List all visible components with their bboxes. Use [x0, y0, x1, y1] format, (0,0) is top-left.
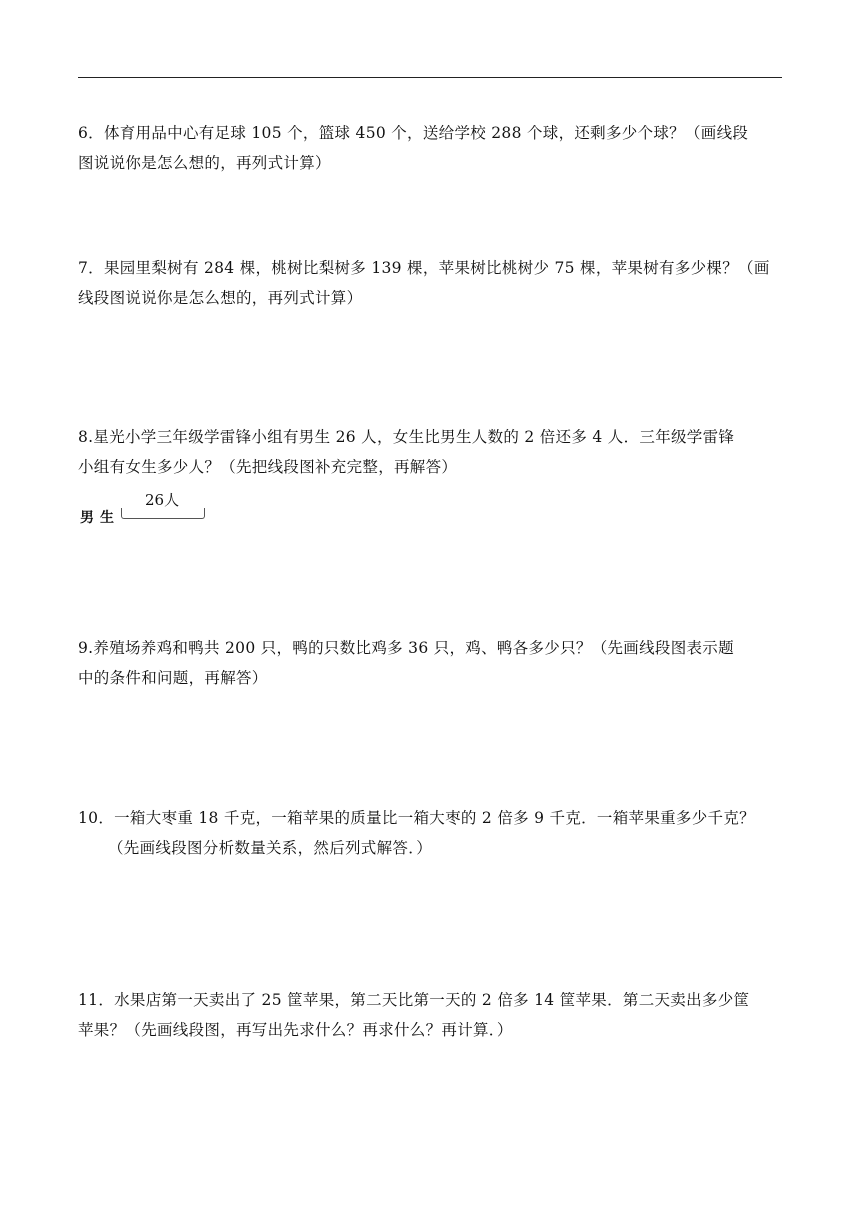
question-text-line: 9.养殖场养鸡和鸭共 200 只，鸭的只数比鸡多 36 只，鸡、鸭各多少只？（先画线段图表示题: [78, 639, 734, 657]
question-text-line: （先画线段图分析数量关系，然后列式解答．）: [108, 839, 433, 857]
header-rule: [78, 77, 782, 78]
question-6: [78, 118, 786, 178]
question-7: [78, 253, 786, 313]
question-text-line: 小组有女生多少人？（先把线段图补充完整，再解答）: [78, 458, 458, 476]
question-text-line: 6．体育用品中心有足球 105 个，篮球 450 个，送给学校 288 个球，还剩多少个球？（画线段: [78, 124, 749, 142]
question-10: [78, 803, 786, 863]
question-text-line: 苹果？（先画线段图，再写出先求什么？再求什么？再计算．）: [78, 1021, 513, 1039]
question-text-line: 中的条件和问题，再解答）: [78, 669, 268, 687]
line-segment-diagram: [78, 490, 218, 530]
diagram-label-boys: 男生: [80, 510, 120, 526]
question-text-line: 图说说你是怎么想的，再列式计算）: [78, 154, 331, 172]
question-text-line: 线段图说说你是怎么想的，再列式计算）: [78, 289, 363, 307]
question-text-line: 10．一箱大枣重 18 千克，一箱苹果的质量比一箱大枣的 2 倍多 9 千克．一箱苹果重多少千克？: [78, 809, 755, 827]
question-9: [78, 633, 786, 693]
question-11: [78, 985, 786, 1045]
question-text-line: 7．果园里梨树有 284 棵，桃树比梨树多 139 棵，苹果树比桃树少 75 棵，苹果树有多少棵？（画: [78, 259, 770, 277]
diagram-segment-bar: [121, 508, 205, 519]
question-text-line: 8.星光小学三年级学雷锋小组有男生 26 人，女生比男生人数的 2 倍还多 4 人．三年级学雷锋: [78, 428, 735, 446]
question-8: [78, 422, 786, 482]
diagram-value: 26人: [145, 491, 180, 509]
question-text-line: 11．水果店第一天卖出了 25 筐苹果，第二天比第一天的 2 倍多 14 筐苹果．第二天卖出多少筐: [78, 991, 750, 1009]
